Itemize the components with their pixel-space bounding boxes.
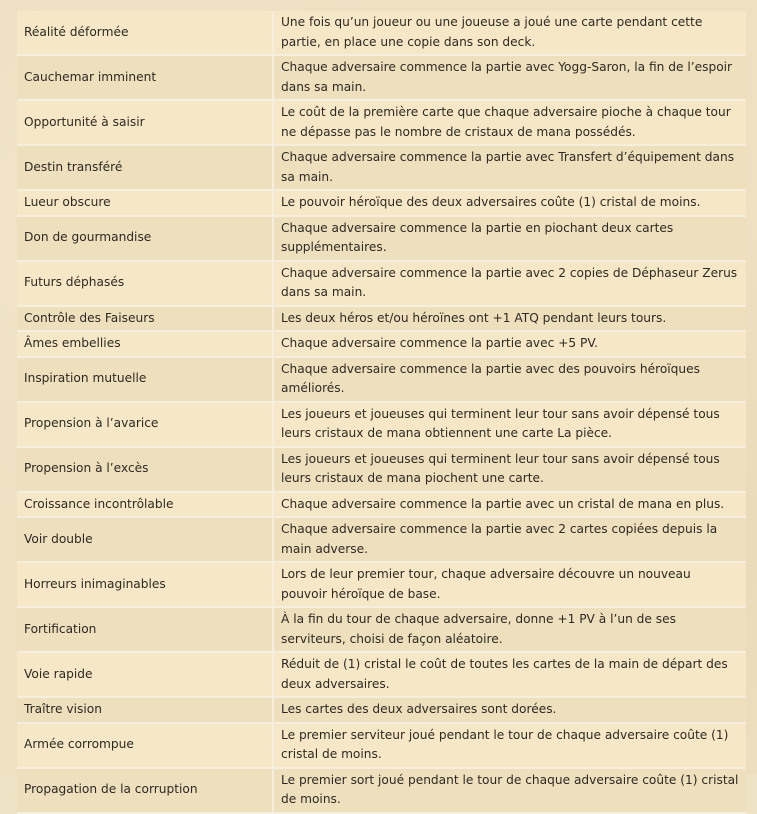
table-row xyxy=(17,563,746,608)
rule-description: Chaque adversaire commence la partie avec 2 cartes copiées depuis la main adverse. xyxy=(274,518,746,563)
rule-name: Contrôle des Faiseurs xyxy=(17,307,274,333)
rule-description: Réduit de (1) cristal le coût de toutes les cartes de la main de départ des deux adversaires. xyxy=(274,653,746,698)
rule-description: Les joueurs et joueuses qui terminent leur tour sans avoir dépensé tous leurs cristaux de mana piochent une carte. xyxy=(274,448,746,493)
rule-description: Le premier serviteur joué pendant le tour de chaque adversaire coûte (1) cristal de moins. xyxy=(274,724,746,769)
rule-name: Cauchemar imminent xyxy=(17,56,274,101)
rule-name: Propension à l’avarice xyxy=(17,403,274,448)
table-row xyxy=(17,101,746,146)
table-row xyxy=(17,608,746,653)
table-row xyxy=(17,307,746,333)
table-row xyxy=(17,493,746,519)
rule-name: Don de gourmandise xyxy=(17,217,274,262)
rule-description: Lors de leur premier tour, chaque adversaire découvre un nouveau pouvoir héroïque de base. xyxy=(274,563,746,608)
rule-name: Réalité déformée xyxy=(17,11,274,56)
rule-description: Une fois qu’un joueur ou une joueuse a joué une carte pendant cette partie, en place une copie dans son deck. xyxy=(274,11,746,56)
rule-description: Le pouvoir héroïque des deux adversaires coûte (1) cristal de moins. xyxy=(274,191,746,217)
rule-name: Opportunité à saisir xyxy=(17,101,274,146)
table-row xyxy=(17,653,746,698)
table-row xyxy=(17,11,746,56)
table-row xyxy=(17,262,746,307)
rule-name: Fortification xyxy=(17,608,274,653)
table-row xyxy=(17,56,746,101)
rule-name: Armée corrompue xyxy=(17,724,274,769)
rule-description: Le coût de la première carte que chaque adversaire pioche à chaque tour ne dépasse pas le nombre de cristaux de mana possédés. xyxy=(274,101,746,146)
rule-description: Chaque adversaire commence la partie avec Transfert d’équipement dans sa main. xyxy=(274,146,746,191)
table-row xyxy=(17,191,746,217)
rules-table xyxy=(17,11,746,814)
rule-name: Destin transféré xyxy=(17,146,274,191)
rule-name: Lueur obscure xyxy=(17,191,274,217)
rule-description: Le premier sort joué pendant le tour de chaque adversaire coûte (1) cristal de moins. xyxy=(274,769,746,814)
rule-description: Chaque adversaire commence la partie avec 2 copies de Déphaseur Zerus dans sa main. xyxy=(274,262,746,307)
table-row xyxy=(17,146,746,191)
rule-description: Chaque adversaire commence la partie en piochant deux cartes supplémentaires. xyxy=(274,217,746,262)
rule-description: Les deux héros et/ou héroïnes ont +1 ATQ pendant leurs tours. xyxy=(274,307,746,333)
rule-description: Chaque adversaire commence la partie avec +5 PV. xyxy=(274,332,746,358)
rule-description: Chaque adversaire commence la partie avec Yogg-Saron, la fin de l’espoir dans sa main. xyxy=(274,56,746,101)
table-row xyxy=(17,698,746,724)
rule-name: Voir double xyxy=(17,518,274,563)
rule-name: Horreurs inimaginables xyxy=(17,563,274,608)
rule-description: Les cartes des deux adversaires sont dorées. xyxy=(274,698,746,724)
table-row xyxy=(17,217,746,262)
table-row xyxy=(17,769,746,814)
rule-name: Âmes embellies xyxy=(17,332,274,358)
table-row xyxy=(17,403,746,448)
rule-name: Propagation de la corruption xyxy=(17,769,274,814)
rule-description: Chaque adversaire commence la partie avec un cristal de mana en plus. xyxy=(274,493,746,519)
rule-name: Futurs déphasés xyxy=(17,262,274,307)
rule-name: Croissance incontrôlable xyxy=(17,493,274,519)
rule-description: Les joueurs et joueuses qui terminent leur tour sans avoir dépensé tous leurs cristaux de mana obtiennent une carte La pièce. xyxy=(274,403,746,448)
rule-name: Propension à l’excès xyxy=(17,448,274,493)
table-row xyxy=(17,332,746,358)
rule-description: À la fin du tour de chaque adversaire, donne +1 PV à l’un de ses serviteurs, choisi de façon aléatoire. xyxy=(274,608,746,653)
table-row xyxy=(17,724,746,769)
rule-description: Chaque adversaire commence la partie avec des pouvoirs héroïques améliorés. xyxy=(274,358,746,403)
table-row xyxy=(17,518,746,563)
rule-name: Traître vision xyxy=(17,698,274,724)
rule-name: Voie rapide xyxy=(17,653,274,698)
table-row xyxy=(17,358,746,403)
table-row xyxy=(17,448,746,493)
rule-name: Inspiration mutuelle xyxy=(17,358,274,403)
